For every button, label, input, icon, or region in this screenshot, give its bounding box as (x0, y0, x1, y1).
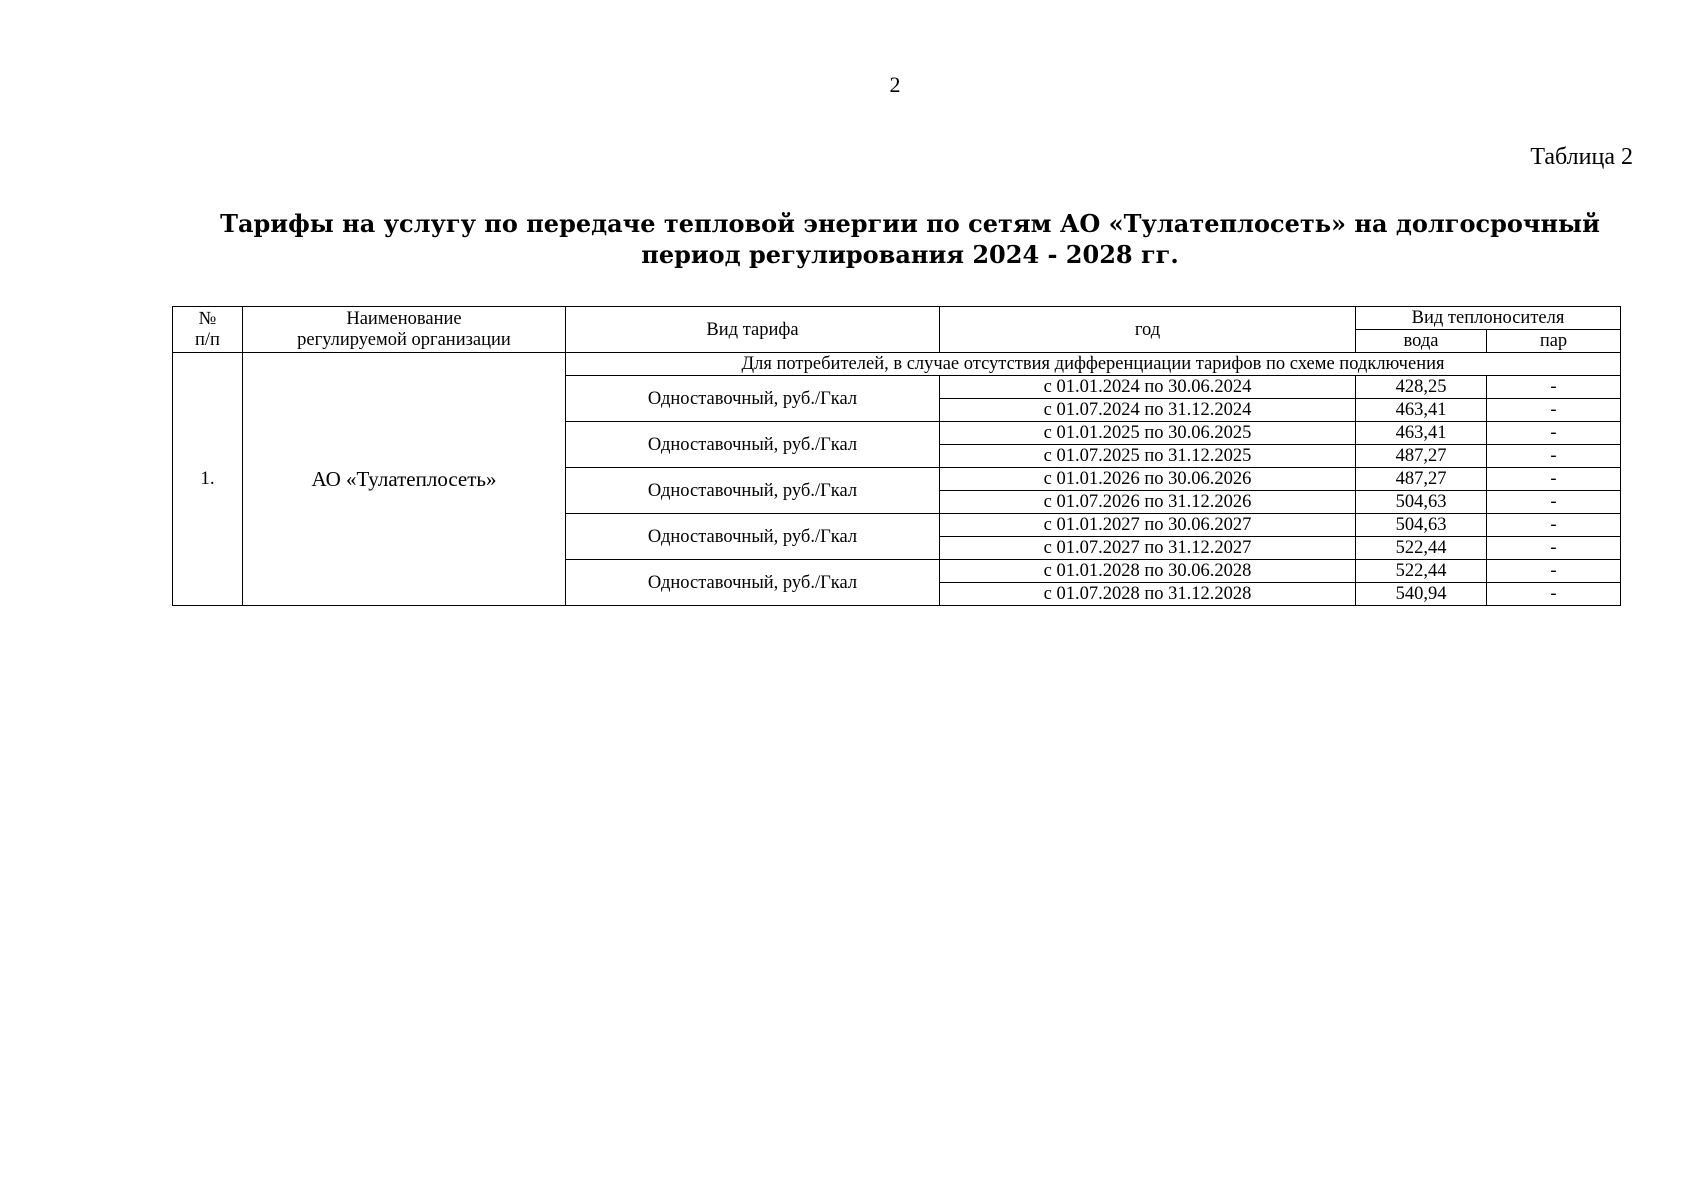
water-value-cell: 540,94 (1356, 583, 1487, 606)
water-value-cell: 428,25 (1356, 376, 1487, 399)
steam-value-cell: - (1487, 468, 1621, 491)
steam-value-cell: - (1487, 422, 1621, 445)
tariff-type-cell: Одноставочный, руб./Гкал (566, 514, 940, 560)
section-note: Для потребителей, в случае отсутствия дифференциации тарифов по схеме подключения (566, 353, 1621, 376)
period-cell: с 01.01.2027 по 30.06.2027 (940, 514, 1356, 537)
steam-value-cell: - (1487, 399, 1621, 422)
steam-value-cell: - (1487, 376, 1621, 399)
water-value-cell: 463,41 (1356, 399, 1487, 422)
tariff-type-cell: Одноставочный, руб./Гкал (566, 560, 940, 606)
water-value-cell: 487,27 (1356, 445, 1487, 468)
organization-name: АО «Тулатеплосеть» (243, 353, 566, 606)
steam-value-cell: - (1487, 491, 1621, 514)
table-header-row (173, 307, 1621, 330)
water-value-cell: 522,44 (1356, 537, 1487, 560)
period-cell: с 01.07.2028 по 31.12.2028 (940, 583, 1356, 606)
steam-value-cell: - (1487, 583, 1621, 606)
table-row (173, 353, 1621, 376)
steam-value-cell: - (1487, 560, 1621, 583)
period-cell: с 01.01.2028 по 30.06.2028 (940, 560, 1356, 583)
header-carrier: Вид теплоносителя (1356, 307, 1621, 330)
period-cell: с 01.07.2026 по 31.12.2026 (940, 491, 1356, 514)
header-number: № п/п (173, 307, 243, 353)
water-value-cell: 487,27 (1356, 468, 1487, 491)
water-value-cell: 504,63 (1356, 491, 1487, 514)
period-cell: с 01.07.2027 по 31.12.2027 (940, 537, 1356, 560)
period-cell: с 01.01.2026 по 30.06.2026 (940, 468, 1356, 491)
header-organization: Наименование регулируемой организации (243, 307, 566, 353)
tariff-type-cell: Одноставочный, руб./Гкал (566, 376, 940, 422)
steam-value-cell: - (1487, 514, 1621, 537)
period-cell: с 01.07.2025 по 31.12.2025 (940, 445, 1356, 468)
water-value-cell: 504,63 (1356, 514, 1487, 537)
tariff-table (172, 306, 1621, 606)
header-year: год (940, 307, 1356, 353)
header-tariff-type: Вид тарифа (566, 307, 940, 353)
header-steam: пар (1487, 330, 1621, 353)
header-water: вода (1356, 330, 1487, 353)
page-number: 2 (889, 72, 901, 97)
tariff-type-cell: Одноставочный, руб./Гкал (566, 468, 940, 514)
water-value-cell: 522,44 (1356, 560, 1487, 583)
water-value-cell: 463,41 (1356, 422, 1487, 445)
document-title: Тарифы на услугу по передаче тепловой энергии по сетям АО «Тулатеплосеть» на долгосрочный период регулирования 2024 - 2028 гг. (220, 209, 1600, 269)
row-number: 1. (173, 353, 243, 606)
table-label: Таблица 2 (1530, 144, 1633, 170)
steam-value-cell: - (1487, 445, 1621, 468)
period-cell: с 01.01.2025 по 30.06.2025 (940, 422, 1356, 445)
steam-value-cell: - (1487, 537, 1621, 560)
period-cell: с 01.01.2024 по 30.06.2024 (940, 376, 1356, 399)
period-cell: с 01.07.2024 по 31.12.2024 (940, 399, 1356, 422)
tariff-type-cell: Одноставочный, руб./Гкал (566, 422, 940, 468)
